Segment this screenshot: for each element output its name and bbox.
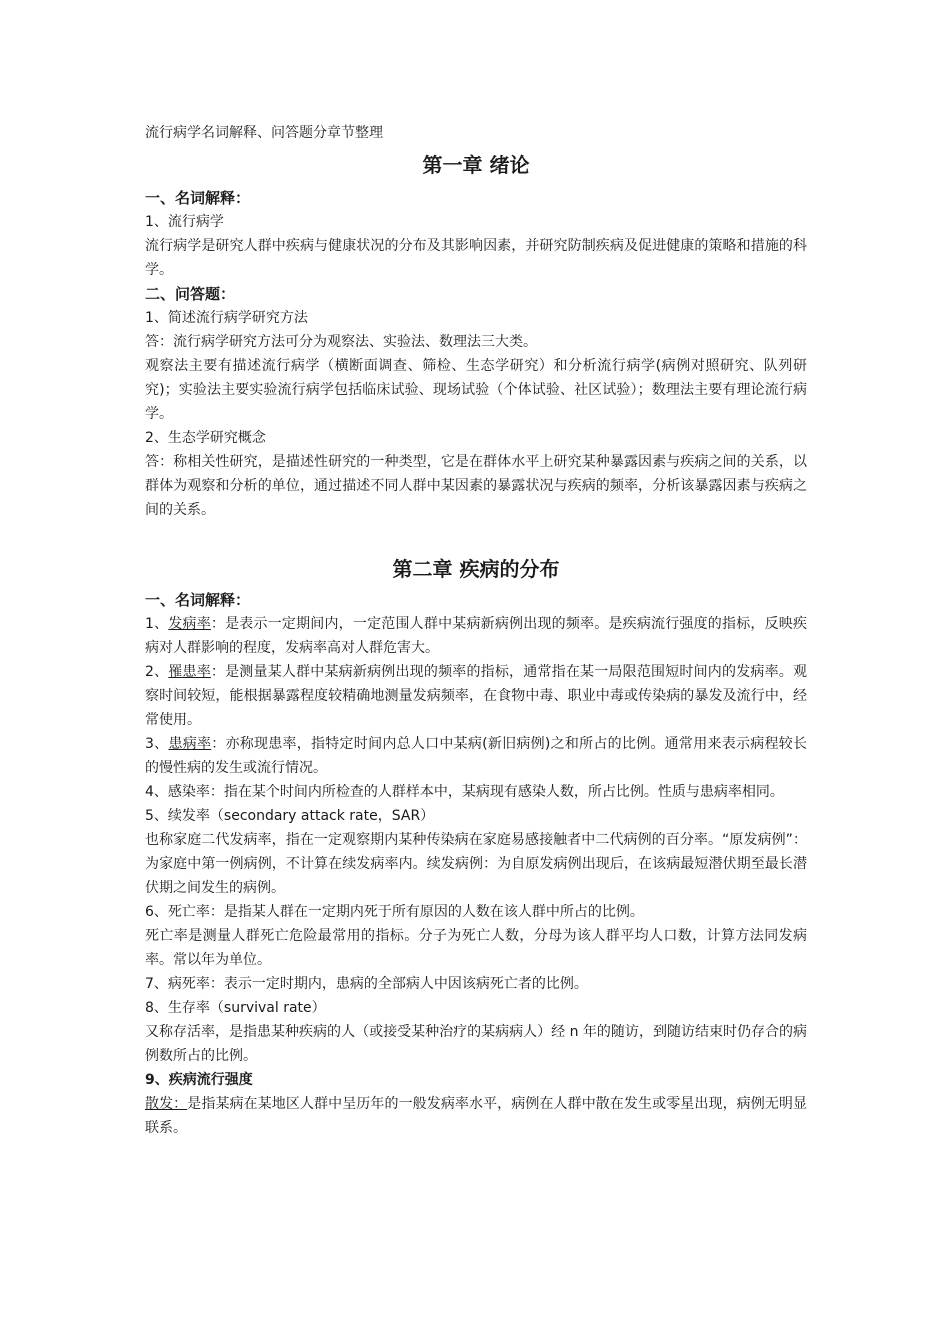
term-name: 散发： — [145, 1096, 188, 1112]
term-definition: ：亦称现患率，指特定时间内总人口中某病(新旧病例)之和所占的比例。通常用来表示病程较长的慢性病的发生或流行情况。 — [145, 736, 808, 776]
term-epidemic-intensity-heading: 9、疾病流行强度 — [145, 1072, 253, 1088]
term-case-fatality: 7、病死率：表示一定时期内，患病的全部病人中因该病死亡者的比例。 — [145, 976, 588, 992]
term-prevalence — [145, 732, 807, 780]
term-number: 2、 — [145, 664, 169, 680]
term-incidence — [145, 612, 807, 660]
question1-answer-detail: 观察法主要有描述流行病学（横断面调查、筛检、生态学研究）和分析流行病学(病例对照研究、队列研究)；实验法主要实验流行病学包括临床试验、现场试验（个体试验、社区试验）；数理法主要有理论流行病学。 — [145, 358, 807, 422]
term-number: 3、 — [145, 736, 169, 752]
term-definition: ：是表示一定期间内，一定范围人群中某病新病例出现的频率。是疾病流行强度的指标，反映疾病对人群影响的程度，发病率高对人群危害大。 — [145, 616, 807, 656]
term-mortality-text: 死亡率是测量人群死亡危险最常用的指标。分子为死亡人数，分母为该人群平均人口数，计算方法同发病率。常以年为单位。 — [145, 928, 807, 968]
term-attack-rate — [145, 660, 807, 732]
document-title: 流行病学名词解释、问答题分章节整理 — [145, 125, 383, 141]
term-definition: 是指某病在某地区人群中呈历年的一般发病率水平，病例在人群中散在发生或零星出现，病例无明显联系。 — [145, 1096, 808, 1136]
term-number: 1、 — [145, 616, 169, 632]
term-definition: ：是测量某人群中某病新病例出现的频率的指标，通常指在某一局限范围短时间内的发病率。观察时间较短，能根据暴露程度较精确地测量发病频率，在食物中毒、职业中毒或传染病的暴发及流行中，经常使用。 — [145, 664, 807, 728]
term-sar-text: 也称家庭二代发病率，指在一定观察期内某种传染病在家庭易感接触者中二代病例的百分率。“原发病例”：为家庭中第一例病例，不计算在续发病率内。续发病例：为自原发病例出现后，在该病最短潜伏期至最长潜伏期之间发生的病例。 — [145, 832, 807, 896]
question2-heading: 2、生态学研究概念 — [145, 430, 266, 446]
term1-text: 流行病学是研究人群中疾病与健康状况的分布及其影响因素，并研究防制疾病及促进健康的策略和措施的科学。 — [145, 238, 807, 278]
chapter2-title: 第二章 疾病的分布 — [392, 557, 560, 581]
term-name: 患病率 — [168, 736, 212, 752]
term-name: 发病率 — [168, 616, 211, 632]
term-mortality-heading: 6、死亡率：是指某人群在一定期内死于所有原因的人数在该人群中所占的比例。 — [145, 904, 644, 920]
question2-answer: 答：称相关性研究，是描述性研究的一种类型，它是在群体水平上研究某种暴露因素与疾病之间的关系，以群体为观察和分析的单位，通过描述不同人群中某因素的暴露状况与疾病的频率，分析该暴露因素与疾病之间的关系。 — [145, 454, 807, 518]
term-sporadic — [145, 1092, 807, 1140]
term-name: 罹患率 — [168, 664, 211, 680]
term1-heading: 1、流行病学 — [145, 214, 224, 230]
term-survival-text: 又称存活率，是指患某种疾病的人（或接受某种治疗的某病病人）经 n 年的随访，到随访结束时仍存合的病例数所占的比例。 — [145, 1024, 807, 1064]
question1-heading: 1、简述流行病学研究方法 — [145, 310, 308, 326]
term-sar-heading: 5、续发率（secondary attack rate，SAR） — [145, 808, 435, 824]
document-page — [145, 122, 807, 1140]
chapter2-section-terms: 一、名词解释： — [145, 591, 251, 609]
chapter1-section-questions: 二、问答题： — [145, 285, 236, 303]
chapter1-section-terms: 一、名词解释： — [145, 189, 251, 207]
term-survival-heading: 8、生存率（survival rate） — [145, 1000, 326, 1016]
question1-answer-intro: 答：流行病学研究方法可分为观察法、实验法、数理法三大类。 — [145, 334, 537, 350]
term-infection-rate: 4、感染率：指在某个时间内所检查的人群样本中，某病现有感染人数，所占比例。性质与患病率相同。 — [145, 784, 784, 800]
chapter1-title: 第一章 绪论 — [422, 153, 530, 177]
